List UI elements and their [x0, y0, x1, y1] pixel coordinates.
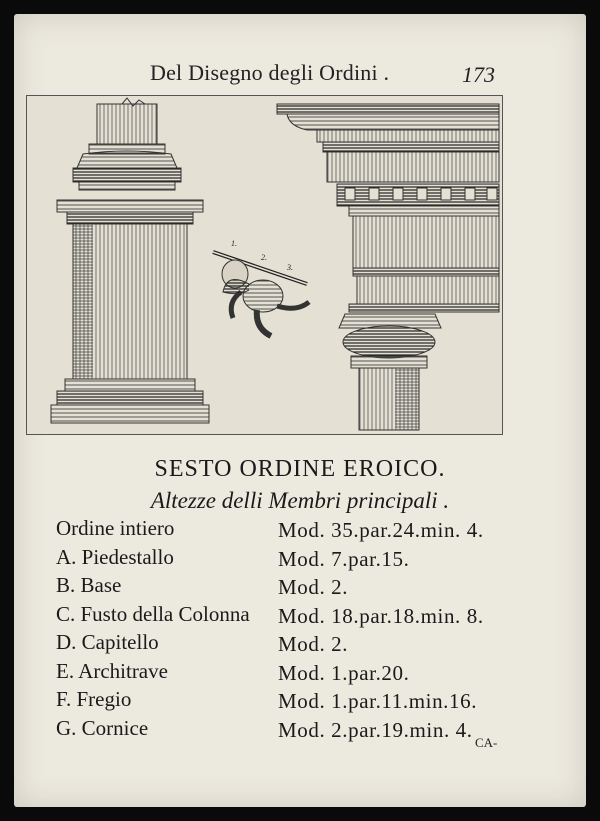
running-head: Del Disegno degli Ordini . — [150, 60, 390, 85]
engraving-plate — [26, 95, 503, 435]
row-label: F. Fregio — [56, 687, 132, 711]
row-value: Mod. 7.par.15. — [278, 546, 410, 571]
figure-label-1: 1. — [231, 239, 237, 248]
row-value: Mod. 18.par.18.min. 8. — [278, 603, 484, 628]
page-number: 173 — [462, 62, 495, 87]
measurements-table — [56, 516, 556, 744]
figure-label-2: 2. — [261, 253, 267, 262]
table-row — [56, 659, 556, 688]
table-row — [56, 602, 556, 631]
row-value: Mod. 1.par.11.min.16. — [278, 689, 478, 713]
architectural-engraving — [27, 96, 502, 434]
row-value: Mod. 2. — [278, 632, 349, 656]
table-row — [56, 516, 556, 545]
row-value: Mod. 2. — [278, 575, 349, 599]
row-label: Ordine intiero — [56, 516, 175, 540]
row-label: C. Fusto della Colonna — [56, 601, 250, 626]
table-row — [56, 573, 556, 602]
table-row — [56, 630, 556, 659]
cherub-figure — [213, 239, 309, 336]
row-value: Mod. 1.par.20. — [278, 660, 410, 685]
section-title: SESTO ORDINE EROICO. — [154, 456, 446, 482]
row-label: E. Architrave — [56, 658, 168, 683]
row-label: B. Base — [56, 573, 122, 597]
row-label: D. Capitello — [56, 630, 159, 654]
table-row — [56, 687, 556, 716]
pedestal-figure — [51, 98, 209, 423]
entablature-figure — [277, 104, 499, 430]
row-value: Mod. 2.par.19.min. 4. — [278, 717, 473, 742]
section-subtitle: Altezze delli Membri principali . — [150, 488, 450, 513]
row-label: A. Piedestallo — [56, 544, 174, 569]
table-row — [56, 545, 556, 574]
catchword: CA- — [475, 735, 498, 750]
row-label: G. Cornice — [56, 715, 149, 740]
row-value: Mod. 35.par.24.min. 4. — [278, 518, 484, 542]
figure-label-3: 3. — [287, 263, 293, 272]
